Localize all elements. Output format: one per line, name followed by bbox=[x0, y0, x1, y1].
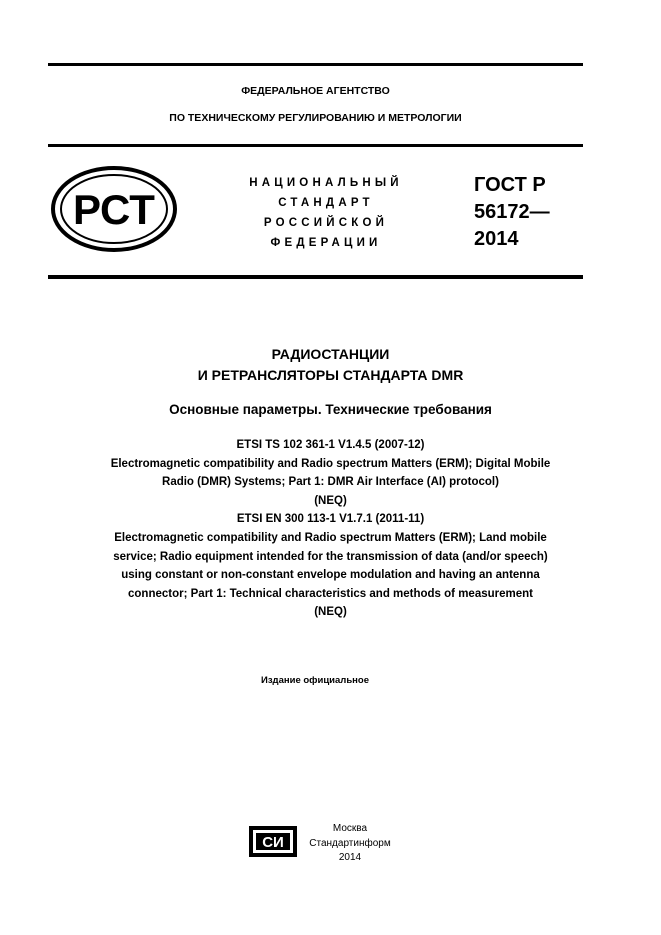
document-title bbox=[0, 344, 661, 386]
reference-line: Radio (DMR) Systems; Part 1: DMR Air Interface (AI) protocol) bbox=[162, 476, 499, 489]
rst-logo-letters: РСТ bbox=[73, 186, 155, 233]
publisher-name: Стандартинформ bbox=[309, 837, 391, 849]
reference-line: ETSI TS 102 361-1 V1.4.5 (2007-12) bbox=[236, 439, 425, 451]
reference-line: (NEQ) bbox=[314, 494, 347, 507]
title-line-2: И РЕТРАНСЛЯТОРЫ СТАНДАРТА DMR bbox=[197, 367, 464, 383]
national-line: НАЦИОНАЛЬНЫЙ bbox=[249, 177, 403, 189]
national-line: СТАНДАРТ bbox=[278, 197, 374, 209]
header-rule bbox=[48, 144, 583, 147]
publisher-city: Москва bbox=[332, 823, 368, 834]
reference-line: ETSI EN 300 113-1 V1.7.1 (2011-11) bbox=[236, 513, 425, 526]
gost-line-1: ГОСТ Р bbox=[474, 174, 546, 196]
gost-designation bbox=[474, 172, 550, 253]
reference-line: service; Radio equipment intended for the transmission of data (and/or speech) bbox=[113, 550, 548, 563]
edition-label: Издание официальное bbox=[261, 675, 369, 686]
agency-line-1: ФЕДЕРАЛЬНОЕ АГЕНТСТВО bbox=[241, 85, 390, 97]
references-block bbox=[40, 436, 621, 622]
publisher-year: 2014 bbox=[338, 852, 362, 863]
standartinform-logo-icon bbox=[249, 826, 297, 857]
standard-rule bbox=[48, 275, 583, 279]
document-subtitle: Основные параметры. Технические требования bbox=[169, 402, 492, 417]
reference-line: connector; Part 1: Technical characteristics and methods of measurement bbox=[128, 587, 533, 600]
reference-line: Electromagnetic compatibility and Radio spectrum Matters (ERM); Land mobile bbox=[114, 531, 547, 544]
pub-logo-letters: СИ bbox=[262, 834, 284, 851]
agency-line-2: ПО ТЕХНИЧЕСКОМУ РЕГУЛИРОВАНИЮ И МЕТРОЛОГИИ bbox=[169, 112, 462, 124]
title-line-1: РАДИОСТАНЦИИ bbox=[271, 346, 390, 362]
gost-line-2: 56172— bbox=[474, 201, 550, 223]
reference-line: (NEQ) bbox=[314, 606, 347, 619]
national-line: РОССИЙСКОЙ bbox=[263, 217, 389, 229]
publisher-block bbox=[300, 822, 400, 866]
reference-line: using constant or non-constant envelope modulation and having an antenna bbox=[121, 569, 540, 582]
rst-logo-icon bbox=[50, 166, 178, 252]
national-line: ФЕДЕРАЦИИ bbox=[270, 237, 382, 249]
gost-line-3: 2014 bbox=[474, 228, 519, 250]
national-standard-block bbox=[224, 173, 428, 253]
top-rule bbox=[48, 63, 583, 66]
reference-line: Electromagnetic compatibility and Radio spectrum Matters (ERM); Digital Mobile bbox=[110, 457, 551, 470]
